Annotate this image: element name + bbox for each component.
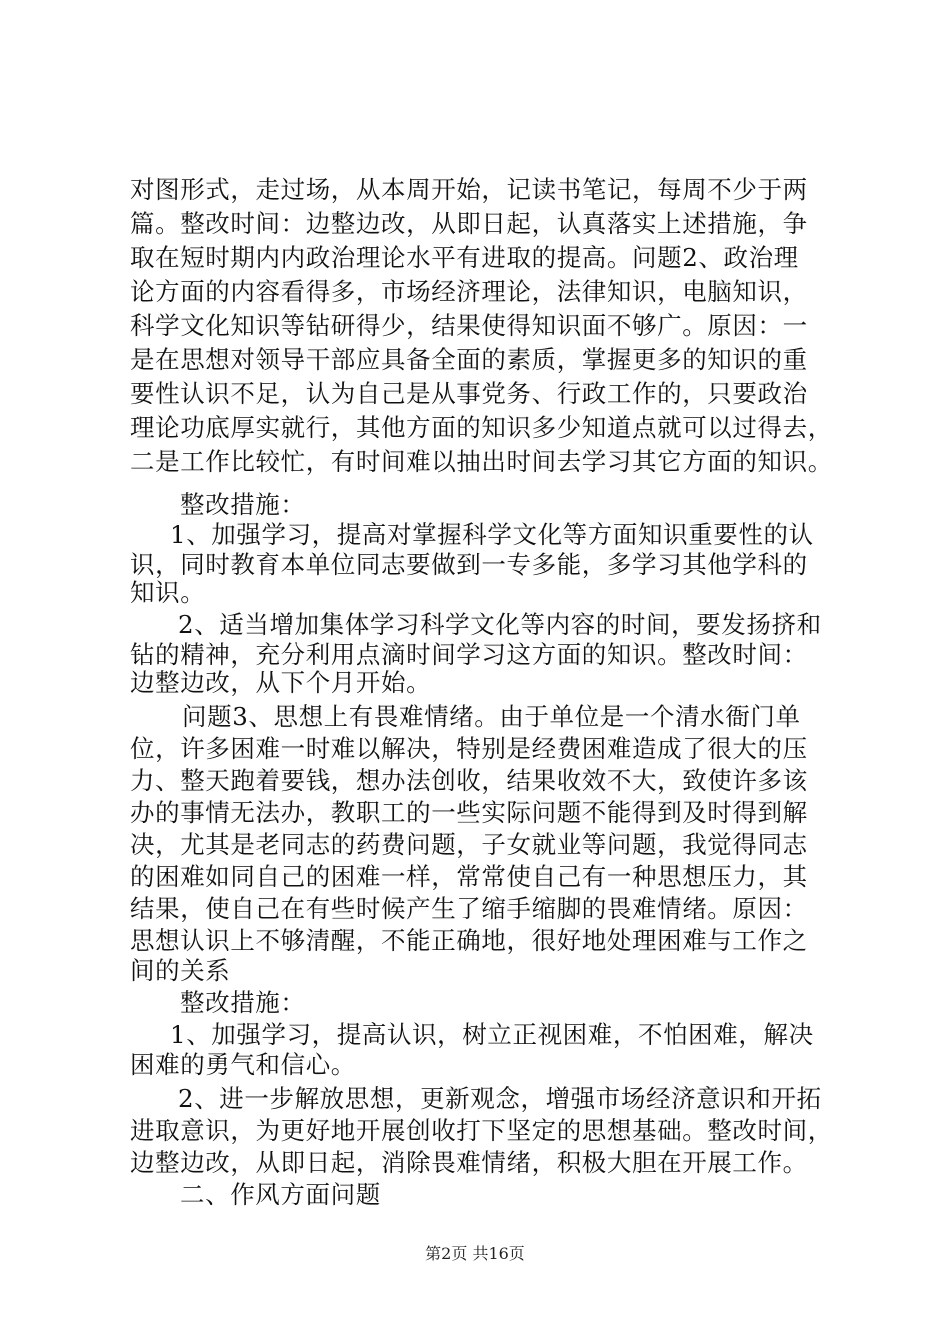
section-heading: 整改措施： [180, 490, 306, 519]
body-line: 结果，使自己在有些时候产生了缩手缩脚的畏难情绪。原因： [130, 894, 808, 923]
body-line: 的困难如同自己的困难一样，常常使自己有一种思想压力，其 [130, 862, 808, 891]
body-line: 困难的勇气和信心。 [130, 1050, 356, 1079]
page-number: 第2页 共16页 [425, 1244, 525, 1263]
body-line: 决，尤其是老同志的药费问题，子女就业等问题，我觉得同志 [130, 830, 808, 859]
body-line: 1、加强学习，提高认识，树立正视困难，不怕困难，解决 [170, 1020, 814, 1049]
body-line: 取在短时期内内政治理论水平有进取的提高。问题2、政治理 [130, 243, 799, 272]
body-line: 论方面的内容看得多，市场经济理论，法律知识，电脑知识， [130, 277, 808, 306]
body-line: 篇。整改时间：边整边改，从即日起，认真落实上述措施，争 [130, 209, 808, 238]
body-line: 力、整天跑着要钱，想办法创收，结果收效不大，致使许多该 [130, 766, 808, 795]
body-line: 钻的精神，充分利用点滴时间学习这方面的知识。整改时间： [130, 640, 808, 669]
body-line: 间的关系 [130, 956, 231, 985]
body-line: 2、适当增加集体学习科学文化等内容的时间，要发扬挤和 [178, 610, 822, 639]
body-line: 是在思想对领导干部应具备全面的素质，掌握更多的知识的重 [130, 345, 808, 374]
body-line: 识，同时教育本单位同志要做到一专多能，多学习其他学科的 [130, 550, 808, 579]
body-line: 办的事情无法办，教职工的一些实际问题不能得到及时得到解 [130, 798, 808, 827]
body-line: 对图形式，走过场，从本周开始，记读书笔记，每周不少于两 [130, 175, 808, 204]
body-line: 问题3、思想上有畏难情绪。由于单位是一个清水衙门单 [182, 702, 801, 731]
body-line: 进取意识，为更好地开展创收打下坚定的思想基础。整改时间， [130, 1116, 833, 1145]
body-line: 二是工作比较忙，有时间难以抽出时间去学习其它方面的知识。 [130, 447, 833, 476]
section-heading: 整改措施： [180, 988, 306, 1017]
body-line: 边整边改，从即日起，消除畏难情绪，积极大胆在开展工作。 [130, 1148, 808, 1177]
body-line: 1、加强学习，提高对掌握科学文化等方面知识重要性的认 [170, 520, 814, 549]
body-line: 理论功底厚实就行，其他方面的知识多少知道点就可以过得去， [130, 413, 833, 442]
body-line: 边整边改，从下个月开始。 [130, 668, 432, 697]
body-line: 2、进一步解放思想，更新观念，增强市场经济意识和开拓 [178, 1084, 822, 1113]
body-line: 位，许多困难一时难以解决，特别是经费困难造成了很大的压 [130, 734, 808, 763]
body-line: 知识。 [130, 578, 206, 607]
body-line: 思想认识上不够清醒，不能正确地，很好地处理困难与工作之 [130, 926, 808, 955]
body-line: 科学文化知识等钻研得少，结果使得知识面不够广。原因：一 [130, 311, 808, 340]
section-heading: 二、作风方面问题 [180, 1180, 381, 1209]
body-line: 要性认识不足，认为自己是从事党务、行政工作的，只要政治 [130, 379, 808, 408]
